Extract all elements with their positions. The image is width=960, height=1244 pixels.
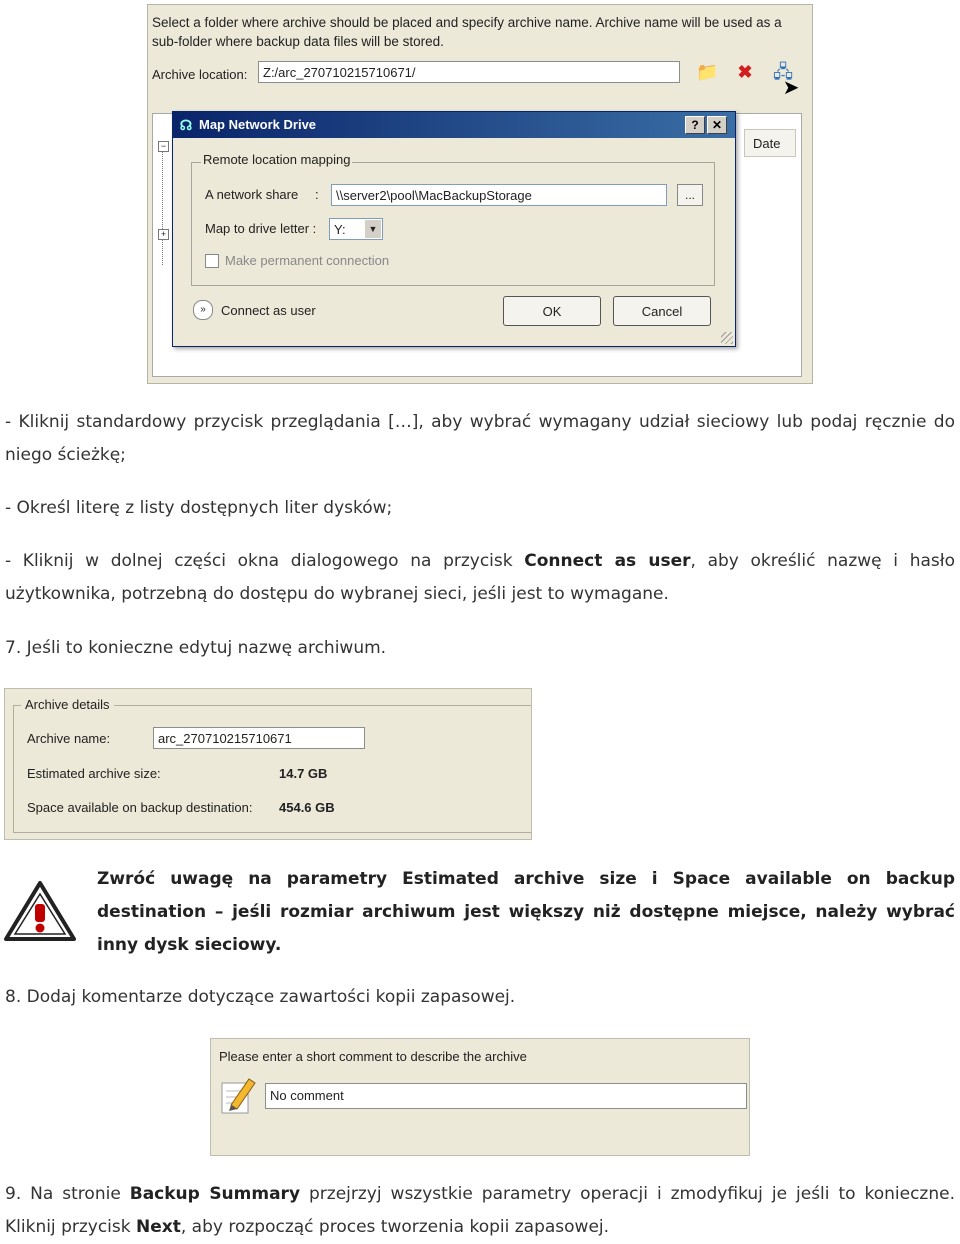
remote-location-group-label: Remote location mapping <box>203 152 351 167</box>
archive-location-field[interactable]: Z:/arc_270710215710671/ <box>258 61 680 83</box>
step-7-heading: 7. Jeśli to konieczne edytuj nazwę archiwum. <box>5 638 387 658</box>
archive-location-label: Archive location: <box>152 67 248 82</box>
drive-letter-label: Map to drive letter : <box>205 221 317 236</box>
map-network-drive-icon[interactable]: 🖧 <box>772 62 794 82</box>
warning-text: Zwróć uwagę na parametry Estimated archive size i Space available on backup destination – jeśli rozmiar archiwum jest większy niż dostępne miejsce, należy wybrać inny dysk sieciowy. <box>97 869 955 955</box>
cancel-button[interactable]: Cancel <box>613 296 711 326</box>
paragraph-text: , aby rozpocząć proces tworzenia kopii zapasowej. <box>180 1217 610 1237</box>
estimated-size-value: 14.7 GB <box>279 766 328 781</box>
step-9-paragraph <box>5 1178 955 1244</box>
paragraph-bold-text: Connect as user <box>524 551 691 571</box>
network-drive-icon: ☊ <box>179 117 193 133</box>
estimated-size-label: Estimated archive size: <box>27 766 161 781</box>
dialog-titlebar <box>173 112 735 138</box>
network-share-input[interactable]: \\server2\pool\MacBackupStorage <box>331 184 667 206</box>
archive-name-input[interactable]: arc_270710215710671 <box>153 727 365 749</box>
chevron-down-icon[interactable]: ▼ <box>365 220 381 238</box>
drive-letter-value: Y: <box>334 222 346 237</box>
delete-icon[interactable]: ✖ <box>737 62 753 82</box>
archive-name-label: Archive name: <box>27 731 111 746</box>
paragraph-browse: - Kliknij standardowy przycisk przeglądania […], aby wybrać wymagany udział sieciowy lub podaj ręcznie do niego ścieżkę; <box>5 412 955 465</box>
archive-details-title: Archive details <box>21 697 114 712</box>
archive-details-screenshot <box>4 688 532 840</box>
browse-button[interactable]: ... <box>677 184 703 206</box>
paragraph-connect-as-user <box>5 545 955 611</box>
paragraph-text: 9. Na stronie <box>5 1184 130 1204</box>
resize-grip-icon[interactable] <box>721 332 733 344</box>
tree-expand-icon[interactable]: − <box>158 141 169 152</box>
paragraph-drive-letter: - Określ literę z listy dostępnych liter dysków; <box>5 498 393 518</box>
step-8-heading: 8. Dodaj komentarze dotyczące zawartości kopii zapasowej. <box>5 987 516 1007</box>
expand-icon[interactable]: » <box>193 300 213 320</box>
permanent-connection-checkbox[interactable] <box>205 254 219 268</box>
comment-screenshot <box>210 1038 750 1156</box>
close-button[interactable]: ✕ <box>707 116 727 134</box>
connect-as-user-label[interactable]: Connect as user <box>221 303 316 318</box>
drive-letter-select[interactable] <box>329 218 383 240</box>
permanent-connection-label: Make permanent connection <box>225 253 390 268</box>
new-folder-icon[interactable]: 📁 <box>696 62 719 82</box>
paragraph-text: - Kliknij w dolnej części okna dialogowego na przycisk <box>5 551 525 571</box>
comment-prompt: Please enter a short comment to describe the archive <box>219 1049 527 1064</box>
map-network-drive-screenshot <box>147 4 813 384</box>
paragraph-text: przejrzyj wszystkie parametry operacji i zmodyfikuj je jeśli to konieczne. Kliknij przycisk <box>5 1184 955 1237</box>
tree-expand-icon[interactable]: + <box>158 229 169 240</box>
archive-intro-text: Select a folder where archive should be placed and specify archive name. Archive name will be used as a sub-folder where backup data files will be stored. <box>152 15 782 49</box>
paragraph-bold-text: Next <box>136 1217 181 1237</box>
date-column-header[interactable]: Date <box>744 129 796 157</box>
space-available-value: 454.6 GB <box>279 800 335 815</box>
network-share-colon: : <box>315 187 319 202</box>
help-button[interactable]: ? <box>685 116 705 134</box>
ok-button[interactable]: OK <box>503 296 601 326</box>
paragraph-text: , aby określić nazwę i hasło użytkownika, potrzebną do dostępu do wybranej sieci, jeśli jest to wymagane. <box>5 551 955 604</box>
warning-icon <box>4 880 76 942</box>
dialog-title: Map Network Drive <box>199 117 317 132</box>
space-available-label: Space available on backup destination: <box>27 800 253 815</box>
mouse-cursor-icon: ➤ <box>782 77 800 99</box>
network-share-label: A network share <box>205 187 299 202</box>
map-network-drive-dialog <box>172 111 736 347</box>
paragraph-bold-text: Backup Summary <box>129 1184 301 1204</box>
comment-input[interactable]: No comment <box>265 1083 747 1109</box>
tree-connector <box>162 145 164 265</box>
pencil-icon <box>219 1075 257 1115</box>
